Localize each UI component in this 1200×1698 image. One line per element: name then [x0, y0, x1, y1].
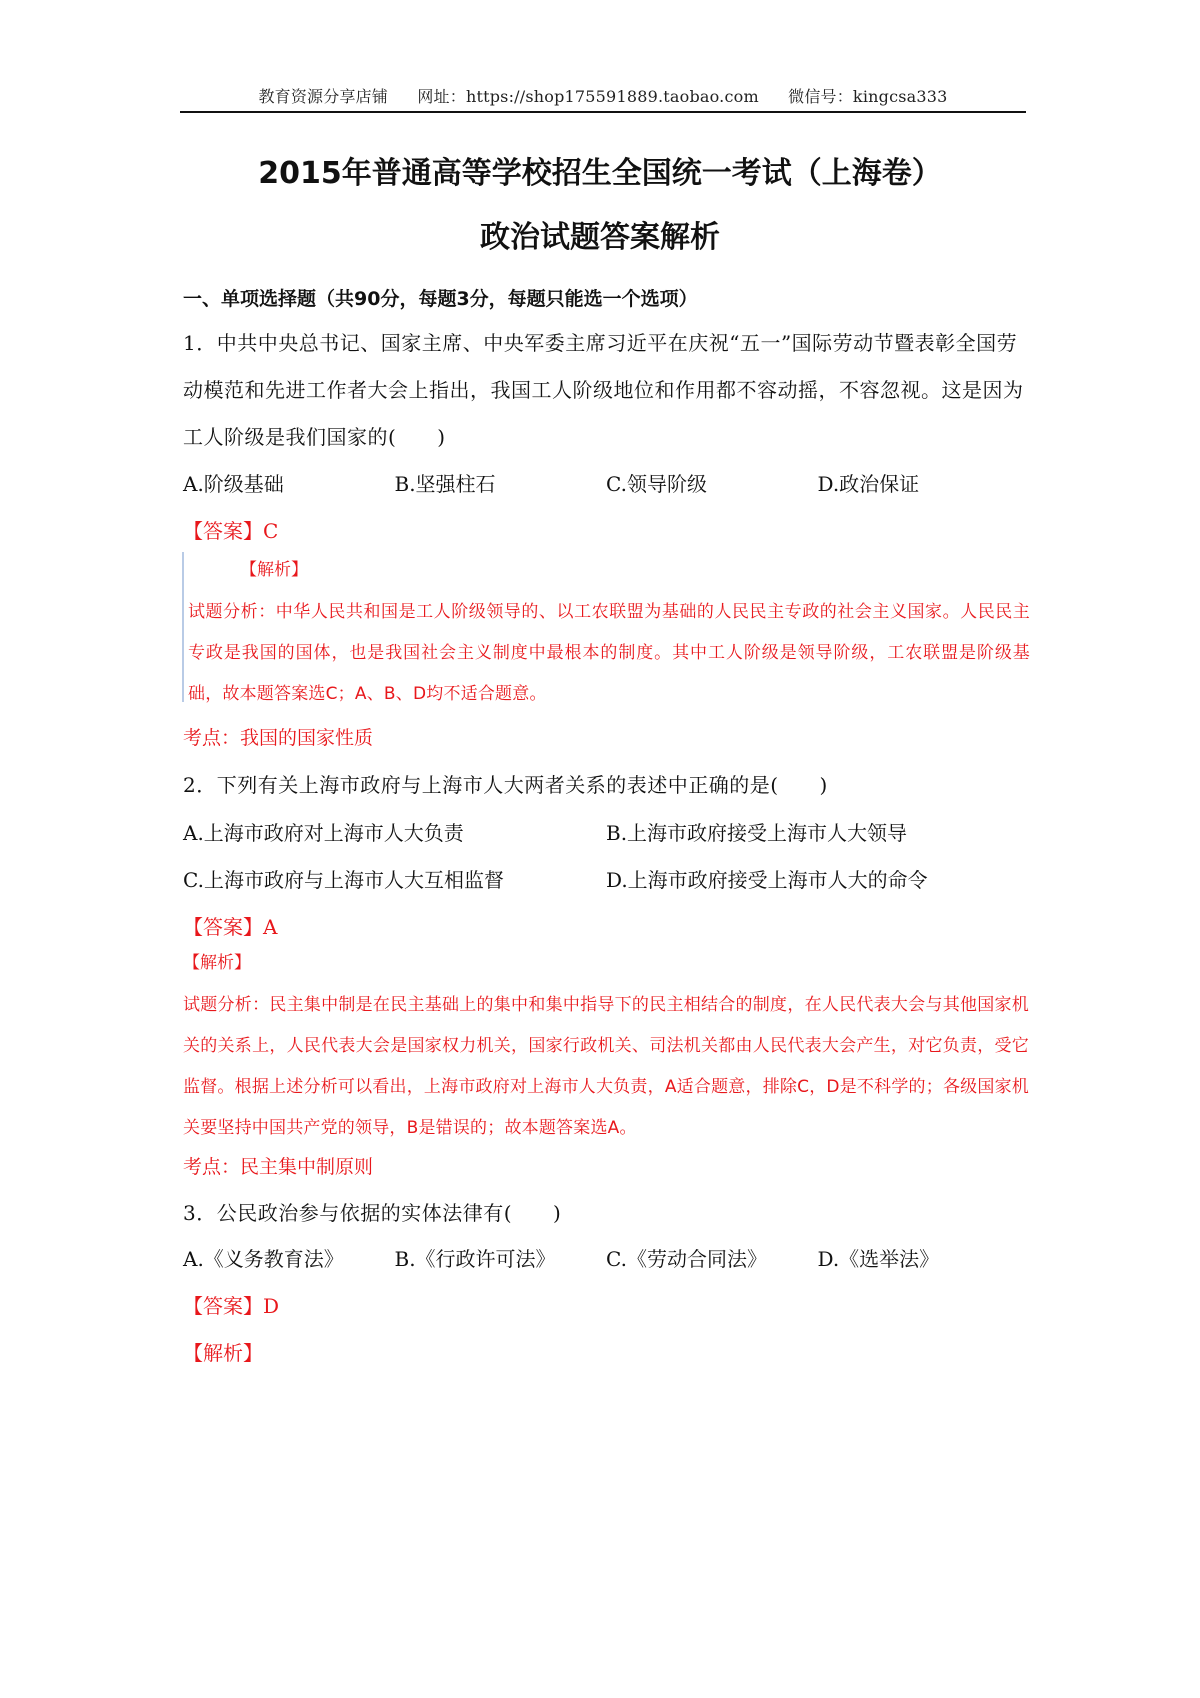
question-1-answer: 【答案】C — [183, 519, 279, 543]
question-3-options — [183, 1236, 1029, 1283]
question-3-stem: 3．公民政治参与依据的实体法律有( ) — [183, 1201, 562, 1225]
header-rule — [180, 111, 1026, 113]
option-c: C.上海市政府与上海市人大互相监督 — [183, 868, 504, 892]
option-a: A.《义务教育法》 — [183, 1247, 344, 1271]
header-url: 网址：https://shop175591889.taobao.com — [417, 87, 759, 106]
question-1-analysis: 试题分析：中华人民共和国是工人阶级领导的、以工农联盟为基础的人民民主专政的社会主义国家。人民民主专政是我国的国体，也是我国社会主义制度中最根本的制度。其中工人阶级是领导阶级，工农联盟是阶级基础，故本题答案选C；A、B、D均不适合题意。 — [188, 602, 1030, 704]
question-2-analysis-label: 【解析】 — [183, 953, 251, 973]
question-1-analysis-label: 【解析】 — [240, 560, 308, 580]
exam-title: 2015年普通高等学校招生全国统一考试（上海卷） — [258, 156, 942, 191]
option-b: B.《行政许可法》 — [394, 1247, 556, 1271]
question-1-options — [183, 461, 1029, 508]
option-d: D.上海市政府接受上海市人大的命令 — [606, 868, 928, 892]
option-b: B.坚强柱石 — [394, 472, 496, 496]
question-2-analysis: 试题分析：民主集中制是在民主基础上的集中和集中指导下的民主相结合的制度，在人民代表大会与其他国家机关的关系上，人民代表大会是国家权力机关，国家行政机关、司法机关都由人民代表大会产生，对它负责，受它监督。根据上述分析可以看出，上海市政府对上海市人大负责，A适合题意，排除C，D是不科学的；各级国家机关要坚持中国共产党的领导，B是错误的；故本题答案选A。 — [183, 995, 1029, 1138]
option-c: C.《劳动合同法》 — [606, 1247, 767, 1271]
option-b: B.上海市政府接受上海市人大领导 — [606, 821, 908, 845]
question-1-kaodian: 考点：我国的国家性质 — [183, 727, 374, 749]
exam-subtitle: 政治试题答案解析 — [480, 220, 720, 255]
question-3-analysis-label: 【解析】 — [183, 1341, 263, 1365]
page-header — [180, 84, 1026, 107]
option-c: C.领导阶级 — [606, 472, 707, 496]
option-d: D.《选举法》 — [817, 1247, 940, 1271]
section-heading: 一、单项选择题（共90分，每题3分，每题只能选一个选项） — [183, 288, 698, 310]
header-wechat: 微信号：kingcsa333 — [788, 87, 948, 106]
question-1-stem: 1．中共中央总书记、国家主席、中央军委主席习近平在庆祝“五一”国际劳动节暨表彰全国劳动模范和先进工作者大会上指出，我国工人阶级地位和作用都不容动摇，不容忽视。这是因为工人阶级是我们国家的( ) — [183, 331, 1024, 449]
question-3-answer: 【答案】D — [183, 1294, 280, 1318]
option-a: A.阶级基础 — [183, 472, 284, 496]
question-2-options-row-1 — [183, 810, 1029, 857]
header-shop: 教育资源分享店铺 — [258, 87, 389, 106]
option-a: A.上海市政府对上海市人大负责 — [183, 821, 464, 845]
analysis-margin-bar — [182, 552, 184, 702]
question-2-options-row-2 — [183, 857, 1029, 904]
question-2-answer: 【答案】A — [183, 915, 278, 939]
question-2-stem: 2．下列有关上海市政府与上海市人大两者关系的表述中正确的是( ) — [183, 773, 828, 797]
question-2-kaodian: 考点：民主集中制原则 — [183, 1156, 374, 1178]
option-d: D.政治保证 — [817, 472, 920, 496]
